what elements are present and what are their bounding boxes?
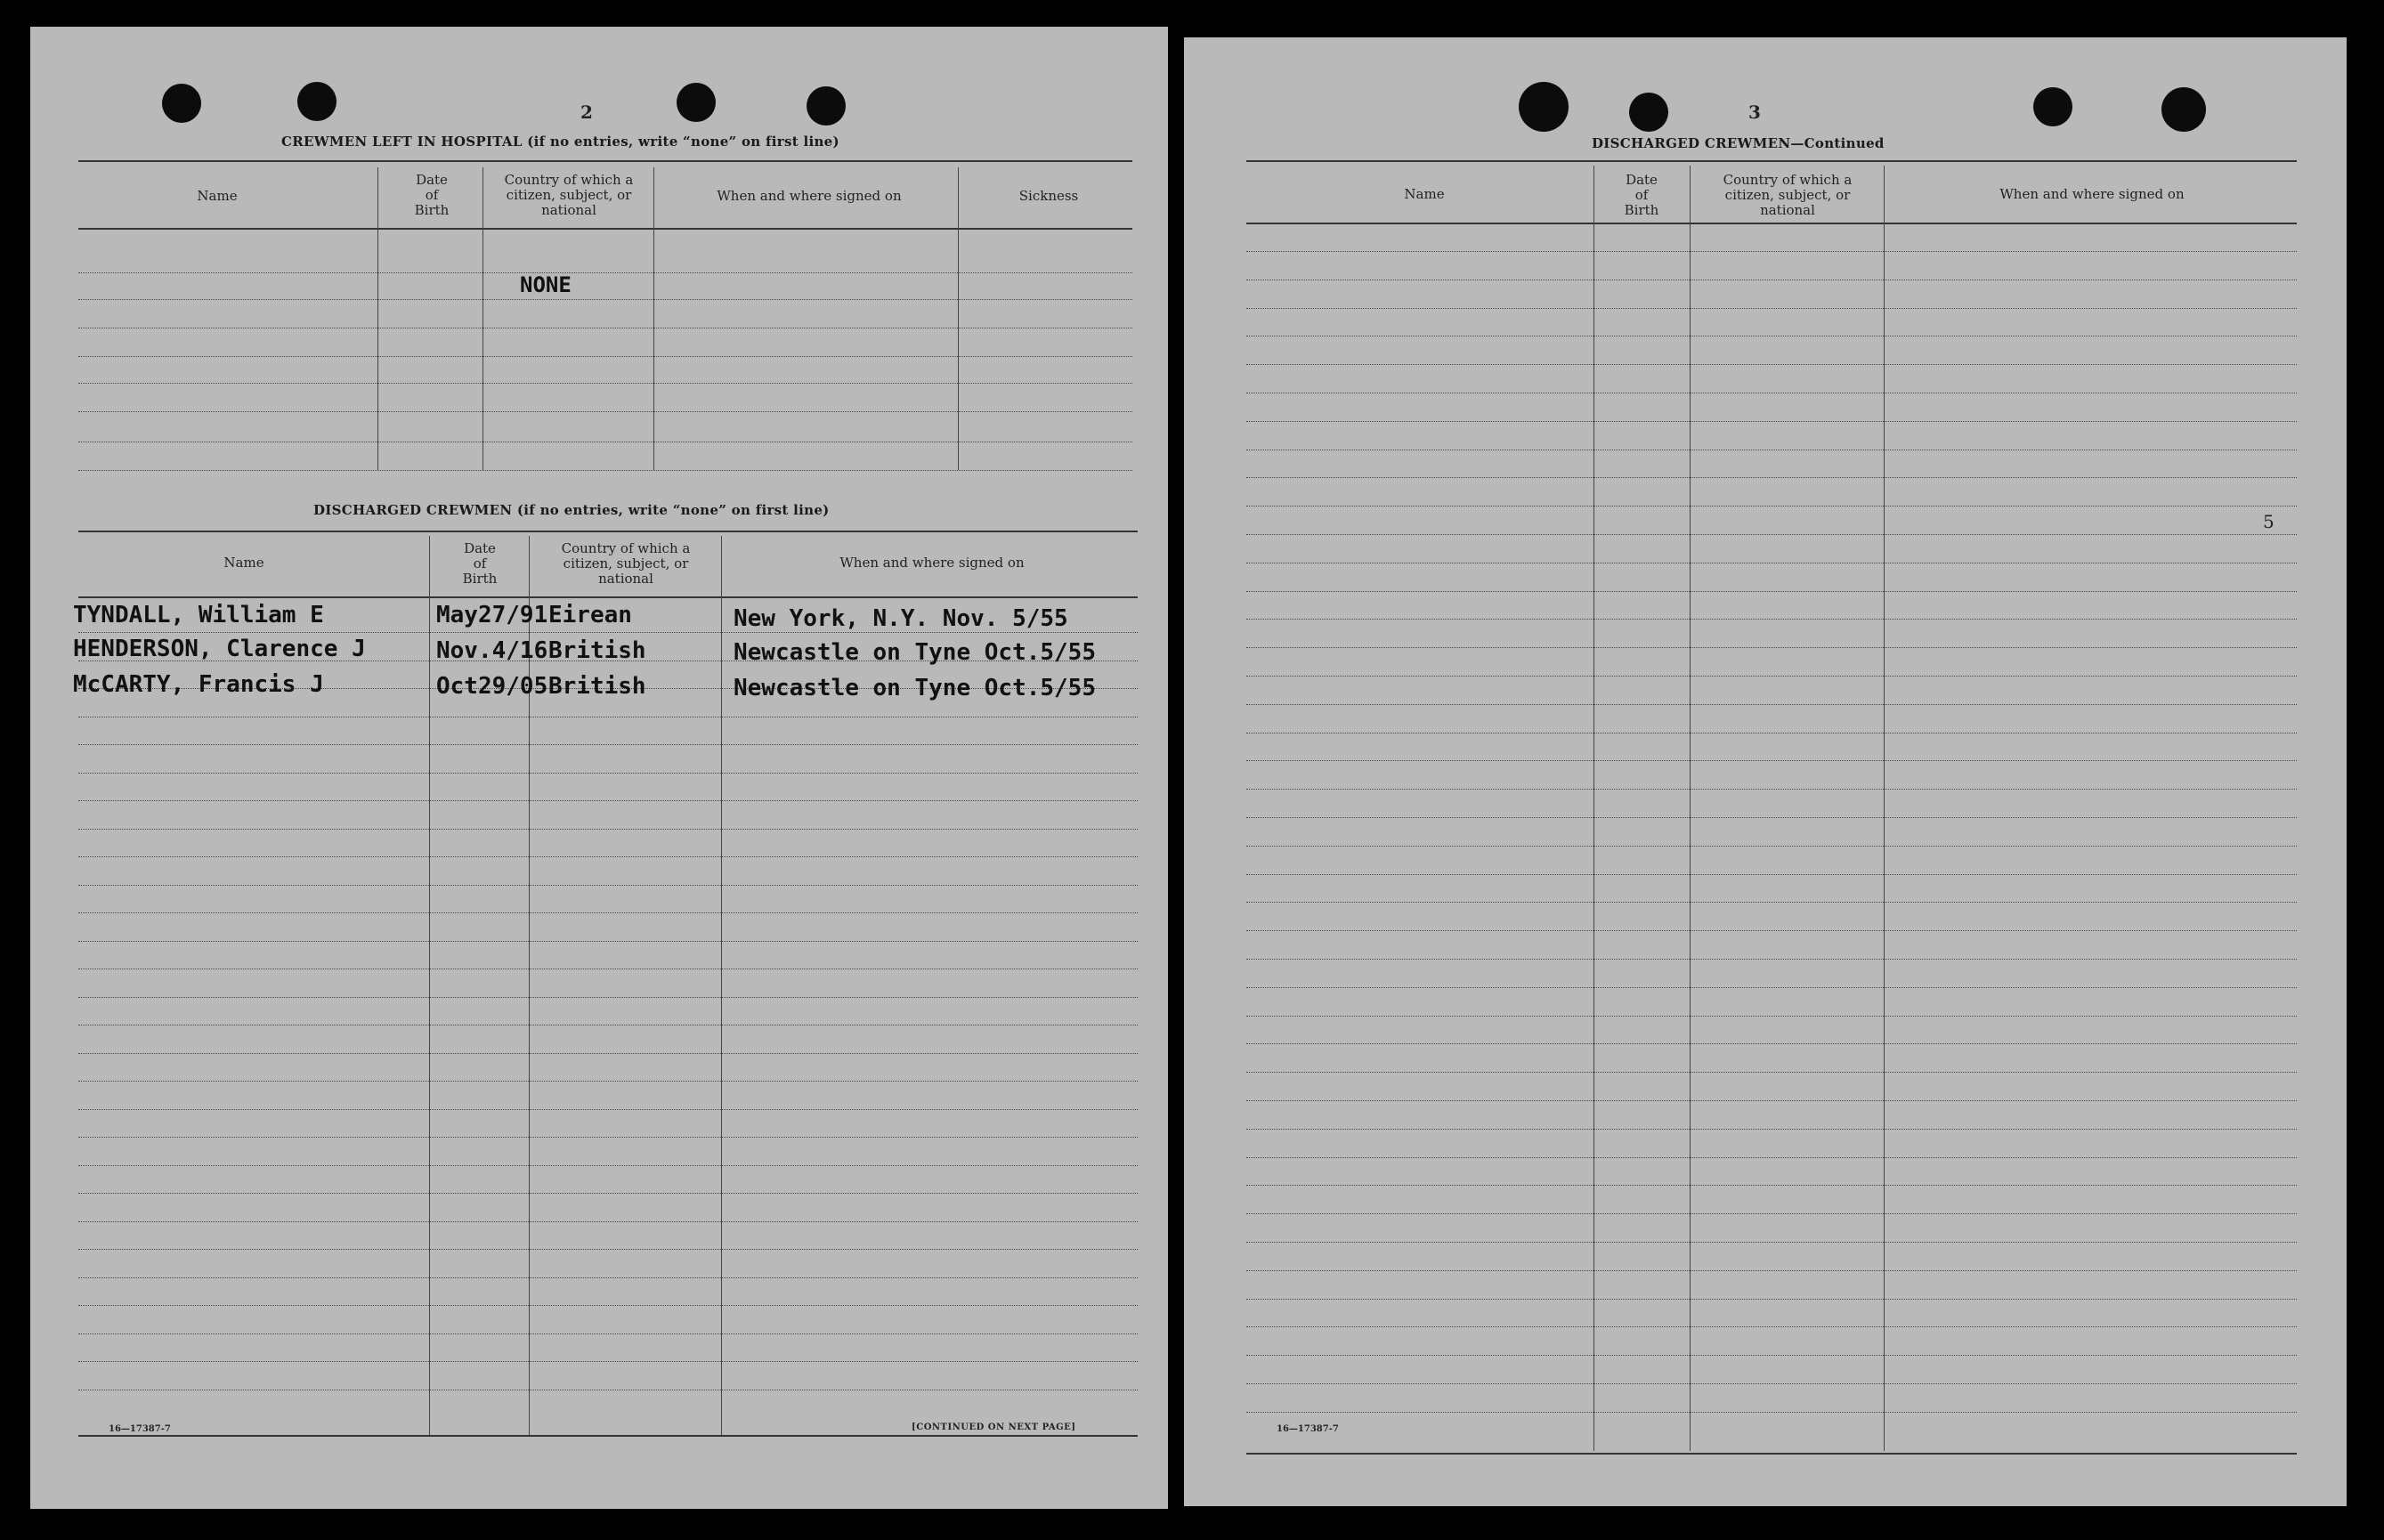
hospital-section-title: CREWMEN LEFT IN HOSPITAL (if no entries, write “none” on first line): [281, 134, 839, 150]
punch-hole: [1629, 93, 1668, 132]
column-divider: [1884, 166, 1885, 1451]
ruled-line: [1246, 534, 2297, 535]
ruled-line: [1246, 959, 2297, 960]
ruled-line: [78, 1305, 1138, 1306]
ruled-line: [1246, 1100, 2297, 1101]
ruled-line: [1246, 1242, 2297, 1243]
column-divider: [958, 167, 959, 470]
ruled-line: [78, 383, 1132, 384]
ruled-line: [1246, 591, 2297, 592]
ruled-line: [78, 773, 1138, 774]
ruled-line: [78, 941, 1138, 942]
punch-hole: [2033, 87, 2072, 126]
ruled-line: [78, 632, 1138, 633]
column-divider: [653, 167, 654, 470]
ruled-line: [1246, 1270, 2297, 1271]
column-divider: [429, 536, 430, 1435]
punch-hole: [677, 83, 716, 122]
discharged-section-title: DISCHARGED CREWMEN (if no entries, write “none” on first line): [313, 502, 830, 518]
ruled-line: [78, 1053, 1138, 1054]
ruled-line: [1246, 733, 2297, 734]
column-divider: [529, 536, 530, 1435]
ruled-line: [1246, 789, 2297, 790]
ruled-line: [1246, 987, 2297, 988]
crew-country: British: [548, 673, 646, 700]
ruled-line: [1246, 1185, 2297, 1186]
column-divider: [377, 167, 378, 470]
ruled-line: [1246, 1326, 2297, 1327]
column-header-sickness: Sickness: [1018, 188, 1079, 204]
ruled-line: [1246, 676, 2297, 677]
punch-hole: [2161, 87, 2206, 132]
header-rule: [1246, 223, 2297, 224]
ruled-line: [78, 1081, 1138, 1082]
column-header-dob: Date of Birth: [462, 540, 498, 587]
ruled-line: [78, 997, 1138, 998]
ruled-line: [1246, 1129, 2297, 1130]
ruled-line: [78, 1137, 1138, 1138]
ruled-line: [1246, 1016, 2297, 1017]
ruled-line: [1246, 1213, 2297, 1214]
ruled-line: [78, 411, 1132, 412]
ruled-line: [1246, 1299, 2297, 1300]
ruled-line: [1246, 1355, 2297, 1356]
header-rule: [78, 228, 1132, 230]
ruled-line: [1246, 817, 2297, 818]
ruled-line: [1246, 364, 2297, 365]
ruled-line: [1246, 1043, 2297, 1044]
ruled-line: [1246, 1157, 2297, 1158]
form-number: 16—17387-7: [109, 1424, 171, 1434]
column-header-signed: When and where signed on: [1999, 186, 2185, 202]
continued-note: [CONTINUED ON NEXT PAGE]: [912, 1422, 1076, 1432]
crew-name: TYNDALL, William E: [73, 602, 324, 628]
ruled-line: [78, 299, 1132, 300]
column-divider: [1690, 166, 1691, 1451]
ruled-line: [1246, 760, 2297, 761]
crew-name: HENDERSON, Clarence J: [73, 636, 366, 662]
column-header-name: Name: [197, 188, 238, 204]
column-header-name: Name: [1404, 186, 1445, 202]
ruled-line: [78, 1221, 1138, 1222]
section-rule: [78, 531, 1138, 532]
ruled-line: [78, 1193, 1138, 1194]
ruled-line: [78, 829, 1138, 830]
punch-hole: [162, 84, 201, 123]
ruled-line: [1246, 477, 2297, 478]
form-number: 16—17387-7: [1277, 1424, 1339, 1434]
column-header-dob: Date of Birth: [414, 172, 450, 218]
crew-country: Eirean: [548, 602, 632, 628]
ruled-line: [78, 744, 1138, 745]
left-page: [30, 27, 1168, 1509]
ruled-line: [78, 470, 1132, 471]
page-number: 2: [580, 101, 593, 123]
ruled-line: [78, 885, 1138, 886]
crew-signed-on: Newcastle on Tyne Oct.5/55: [734, 675, 1096, 701]
column-header-signed: When and where signed on: [839, 555, 1025, 571]
crew-country: British: [548, 637, 646, 664]
ruled-line: [78, 912, 1138, 913]
column-header-country: Country of which a citizen, subject, or national: [504, 172, 634, 218]
ruled-line: [78, 856, 1138, 857]
bottom-rule: [1246, 1453, 2297, 1455]
header-rule: [78, 596, 1138, 598]
ruled-line: [78, 1249, 1138, 1250]
crew-name: McCARTY, Francis J: [73, 671, 324, 698]
ruled-line: [1246, 308, 2297, 309]
punch-hole: [807, 86, 846, 126]
punch-hole: [297, 82, 337, 121]
column-divider: [482, 167, 483, 470]
hospital-none-entry: NONE: [520, 272, 572, 297]
section-rule: [78, 160, 1132, 162]
ruled-line: [1246, 506, 2297, 507]
ruled-line: [1246, 704, 2297, 705]
column-header-name: Name: [223, 555, 264, 571]
ruled-line: [78, 1277, 1138, 1278]
ruled-line: [78, 800, 1138, 801]
ruled-line: [1246, 1383, 2297, 1384]
crew-signed-on: Newcastle on Tyne Oct.5/55: [734, 639, 1096, 666]
punch-hole: [1519, 82, 1569, 132]
ruled-line: [78, 356, 1132, 357]
bottom-rule: [78, 1435, 1138, 1437]
discharged-continued-title: DISCHARGED CREWMEN—Continued: [1592, 135, 1885, 151]
crew-signed-on: New York, N.Y. Nov. 5/55: [734, 605, 1068, 632]
ruled-line: [1246, 874, 2297, 875]
crew-dob: Oct29/05: [436, 673, 548, 700]
ruled-line: [1246, 930, 2297, 931]
ruled-line: [1246, 251, 2297, 252]
column-header-signed: When and where signed on: [717, 188, 902, 204]
column-divider: [721, 536, 722, 1435]
ruled-line: [1246, 619, 2297, 620]
margin-mark: 5: [2263, 511, 2275, 532]
column-header-country: Country of which a citizen, subject, or national: [561, 540, 691, 587]
ruled-line: [78, 272, 1132, 273]
ruled-line: [1246, 1412, 2297, 1413]
column-header-dob: Date of Birth: [1624, 172, 1659, 218]
ruled-line: [1246, 846, 2297, 847]
ruled-line: [78, 1165, 1138, 1166]
column-header-country: Country of which a citizen, subject, or national: [1723, 172, 1853, 218]
column-divider: [1593, 166, 1594, 1451]
ruled-line: [78, 1333, 1138, 1334]
ruled-line: [1246, 421, 2297, 422]
section-rule: [1246, 160, 2297, 162]
right-page: [1184, 37, 2347, 1506]
ruled-line: [1246, 647, 2297, 648]
ruled-line: [1246, 1072, 2297, 1073]
ruled-line: [78, 1109, 1138, 1110]
ruled-line: [78, 1361, 1138, 1362]
page-number: 3: [1748, 101, 1761, 123]
crew-dob: May27/91: [436, 602, 548, 628]
crew-dob: Nov.4/16: [436, 637, 548, 664]
ruled-line: [1246, 902, 2297, 903]
